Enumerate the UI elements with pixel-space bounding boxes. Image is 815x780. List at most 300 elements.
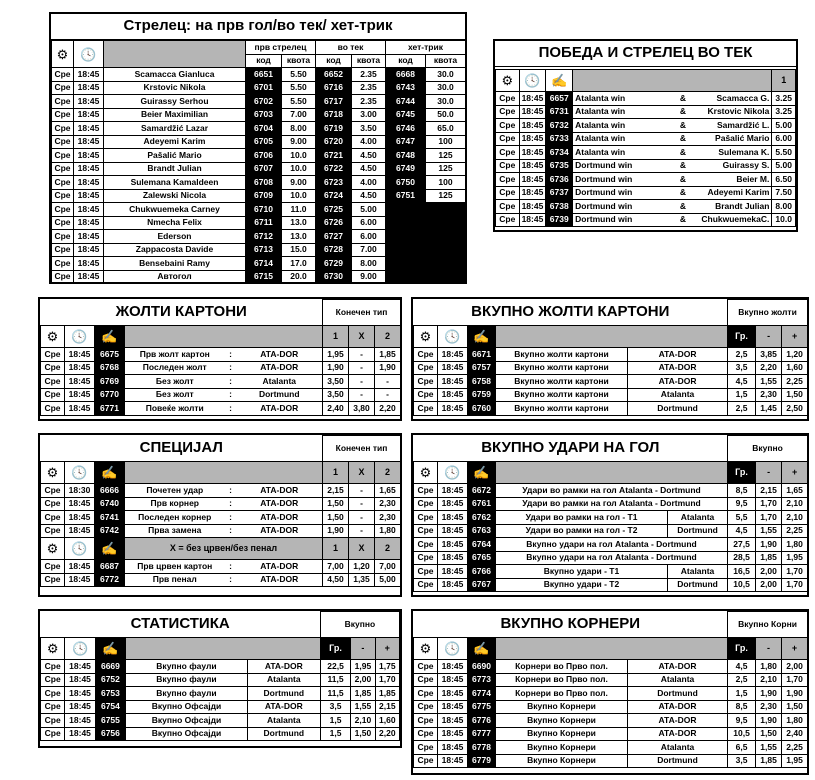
time-cell: 18:45 xyxy=(74,176,104,190)
table-row[interactable] xyxy=(414,700,808,714)
table-row[interactable] xyxy=(496,186,796,200)
team-cell: Atalanta xyxy=(247,714,320,728)
table-row[interactable] xyxy=(414,687,808,701)
code-cell: 6761 xyxy=(468,497,496,511)
team-cell: Atalanta win xyxy=(573,92,669,106)
market-label: Вкупно жолти картони xyxy=(496,375,628,389)
time-cell: 18:45 xyxy=(438,348,468,362)
special-header-blank xyxy=(125,462,323,484)
day-cell: Сре xyxy=(496,213,520,227)
odds-under: 1,55 xyxy=(756,524,782,538)
clock-icon: 🕓 xyxy=(74,41,104,68)
clock-icon: 🕓 xyxy=(65,538,95,560)
team-cell: Dortmund xyxy=(247,687,320,701)
corners-col-plus: + xyxy=(782,638,808,660)
table-row[interactable] xyxy=(496,200,796,214)
code-cell: 6742 xyxy=(95,524,125,538)
table-row[interactable] xyxy=(496,132,796,146)
team-cell: Dortmund xyxy=(628,754,728,768)
team-cell: Atalanta win xyxy=(573,119,669,133)
col-code: код xyxy=(316,54,352,68)
code-cell: 6746 xyxy=(386,122,426,136)
team-cell: Atalanta xyxy=(628,741,728,755)
table-row[interactable] xyxy=(52,257,466,271)
odds-2: - xyxy=(375,388,401,402)
team-cell: Atalanta xyxy=(628,673,728,687)
table-row[interactable] xyxy=(41,673,400,687)
time-cell: 18:45 xyxy=(65,673,95,687)
team-cell: ATA-DOR xyxy=(628,375,728,389)
time-cell: 18:45 xyxy=(65,388,95,402)
table-row[interactable] xyxy=(496,213,796,227)
table-row[interactable] xyxy=(41,511,401,525)
table-row[interactable] xyxy=(52,95,466,109)
odds-under: 1,50 xyxy=(756,727,782,741)
code-cell: 6741 xyxy=(95,511,125,525)
odds-over: 2,20 xyxy=(375,727,399,741)
totalyellow-col-minus: - xyxy=(756,326,782,348)
table-row[interactable] xyxy=(414,660,808,674)
odds-1: 1,50 xyxy=(323,497,349,511)
table-row[interactable] xyxy=(414,673,808,687)
code-cell xyxy=(386,243,426,257)
table-row[interactable] xyxy=(496,173,796,187)
day-cell: Сре xyxy=(414,484,438,498)
odds-2: 7,00 xyxy=(375,560,401,574)
odds-cell xyxy=(426,257,466,271)
odds-over: 1,80 xyxy=(782,714,808,728)
market-label: Вкупно жолти картони xyxy=(496,361,628,375)
colon-sep: : xyxy=(225,348,237,362)
odds-cell xyxy=(426,270,466,284)
team-cell: Dortmund win xyxy=(573,186,669,200)
colon-sep: : xyxy=(225,388,237,402)
colon-sep: : xyxy=(225,497,237,511)
line-cell: 9,5 xyxy=(728,497,756,511)
table-row[interactable] xyxy=(52,149,466,163)
odds-under: 1,55 xyxy=(756,375,782,389)
gear-icon: ⚙ xyxy=(414,638,438,660)
time-cell: 18:45 xyxy=(65,560,95,574)
odds-under: 1,85 xyxy=(756,551,782,565)
team-cell: Dortmund win xyxy=(573,200,669,214)
odds-cell: 30.0 xyxy=(426,68,466,82)
team-cell: Atalanta xyxy=(668,565,728,579)
market-label: Удари во рамки на гол - Т1 xyxy=(496,511,668,525)
odds-cell: 8.00 xyxy=(772,200,796,214)
stats-side-caption: Вкупно xyxy=(320,612,399,638)
table-row[interactable] xyxy=(52,68,466,82)
winscorer-title: ПОБЕДА И СТРЕЛЕЦ ВО ТЕК xyxy=(495,41,796,67)
code-cell: 6731 xyxy=(546,105,573,119)
table-row[interactable] xyxy=(41,524,401,538)
table-row[interactable] xyxy=(41,361,401,375)
player-cell: Sulemana K. xyxy=(697,146,772,160)
day-cell: Сре xyxy=(496,159,520,173)
table-row[interactable] xyxy=(52,81,466,95)
odds-cell: 50.0 xyxy=(426,108,466,122)
odds-cell: 2.35 xyxy=(352,95,386,109)
table-row[interactable] xyxy=(414,714,808,728)
colon-sep: : xyxy=(225,375,237,389)
line-cell: 1,5 xyxy=(728,687,756,701)
market-label: Без жолт xyxy=(125,388,225,402)
day-cell: Сре xyxy=(496,105,520,119)
day-cell: Сре xyxy=(414,348,438,362)
table-row[interactable] xyxy=(414,565,808,579)
time-cell: 18:45 xyxy=(74,95,104,109)
table-row[interactable] xyxy=(52,203,466,217)
yellow-col-2: 2 xyxy=(375,326,401,348)
code-cell: 6762 xyxy=(468,511,496,525)
clock-icon: 🕓 xyxy=(65,638,95,660)
code-cell xyxy=(386,270,426,284)
time-cell: 18:45 xyxy=(74,149,104,163)
table-row[interactable] xyxy=(52,162,466,176)
code-cell: 6767 xyxy=(468,578,496,592)
table-row[interactable] xyxy=(414,388,808,402)
odds-under: 2,10 xyxy=(351,714,375,728)
code-cell: 6775 xyxy=(468,700,496,714)
time-cell: 18:45 xyxy=(74,270,104,284)
table-row[interactable] xyxy=(52,230,466,244)
table-row[interactable] xyxy=(41,687,400,701)
odds-over: 1,60 xyxy=(782,361,808,375)
ampersand: & xyxy=(669,173,697,187)
odds-over: 1,95 xyxy=(782,754,808,768)
stats-header-blank xyxy=(126,638,321,660)
colon-sep: : xyxy=(225,524,237,538)
table-row[interactable] xyxy=(52,189,466,203)
odds-over: 2,50 xyxy=(782,402,808,416)
group-first: прв стрелец xyxy=(246,41,316,55)
day-cell: Сре xyxy=(41,687,65,701)
code-cell: 6672 xyxy=(468,484,496,498)
table-row[interactable] xyxy=(414,741,808,755)
code-cell: 6671 xyxy=(468,348,496,362)
code-cell: 6773 xyxy=(468,673,496,687)
player-name: Chukwuemeka Carney xyxy=(104,203,246,217)
market-label: Без жолт xyxy=(125,375,225,389)
no-bet-hand-icon: ✍ xyxy=(95,326,125,348)
line-cell: 4,5 xyxy=(728,375,756,389)
time-cell: 18:45 xyxy=(65,700,95,714)
code-cell: 6712 xyxy=(246,230,282,244)
totalyellow-panel xyxy=(411,297,809,421)
table-row[interactable] xyxy=(41,727,400,741)
code-cell: 6666 xyxy=(95,484,125,498)
odds-cell: 2.35 xyxy=(352,68,386,82)
odds-cell: 9.00 xyxy=(282,176,316,190)
odds-cell: 15.0 xyxy=(282,243,316,257)
odds-cell: 6.00 xyxy=(352,216,386,230)
no-bet-hand-icon: ✍ xyxy=(468,638,496,660)
player-name: Pašalić Mario xyxy=(104,149,246,163)
code-cell: 6744 xyxy=(386,95,426,109)
team-cell: ATA-DOR xyxy=(237,497,323,511)
table-row[interactable] xyxy=(496,105,796,119)
time-cell: 18:45 xyxy=(438,551,468,565)
odds-cell: 4.50 xyxy=(352,149,386,163)
market-label: Вкупно Корнери xyxy=(496,700,628,714)
code-cell xyxy=(386,216,426,230)
odds-under: 2,15 xyxy=(756,484,782,498)
day-cell: Сре xyxy=(52,108,74,122)
code-cell: 6753 xyxy=(95,687,125,701)
yellow-col-x: X xyxy=(349,326,375,348)
stats-col-line: Гр. xyxy=(320,638,350,660)
code-cell: 6668 xyxy=(386,68,426,82)
day-cell: Сре xyxy=(414,754,438,768)
odds-1: 1,90 xyxy=(323,524,349,538)
table-row[interactable] xyxy=(41,714,400,728)
team-cell: ATA-DOR xyxy=(628,348,728,362)
table-row[interactable] xyxy=(41,348,401,362)
odds-under: 2,30 xyxy=(756,700,782,714)
table-row[interactable] xyxy=(414,754,808,768)
line-cell: 10,5 xyxy=(728,578,756,592)
table-row[interactable] xyxy=(414,484,808,498)
table-row[interactable] xyxy=(414,551,808,565)
code-cell: 6720 xyxy=(316,135,352,149)
team-cell: ATA-DOR xyxy=(628,714,728,728)
market-label: Вкупно Корнери xyxy=(496,727,628,741)
code-cell: 6727 xyxy=(316,230,352,244)
table-row[interactable] xyxy=(41,388,401,402)
odds-cell: 100 xyxy=(426,176,466,190)
time-cell: 18:45 xyxy=(65,511,95,525)
table-row[interactable] xyxy=(414,538,808,552)
winscorer-panel xyxy=(493,39,798,232)
code-cell: 6711 xyxy=(246,216,282,230)
team-cell: Dortmund xyxy=(628,687,728,701)
time-cell: 18:45 xyxy=(438,660,468,674)
odds-cell: 17.0 xyxy=(282,257,316,271)
code-cell: 6760 xyxy=(468,402,496,416)
shots-panel xyxy=(411,433,809,597)
code-cell: 6754 xyxy=(95,700,125,714)
odds-over: 1,90 xyxy=(782,687,808,701)
time-cell: 18:45 xyxy=(519,132,546,146)
table-row[interactable] xyxy=(41,375,401,389)
player-cell: Guirassy S. xyxy=(697,159,772,173)
time-cell: 18:45 xyxy=(65,573,95,587)
line-cell: 6,5 xyxy=(728,741,756,755)
totalyellow-table xyxy=(413,299,808,416)
table-row[interactable] xyxy=(52,135,466,149)
group-during: во тек xyxy=(316,41,386,55)
table-row[interactable] xyxy=(496,159,796,173)
odds-cell: 5.00 xyxy=(772,119,796,133)
odds-over: 1,80 xyxy=(782,538,808,552)
team-cell: ATA-DOR xyxy=(237,402,323,416)
stats-col-minus: - xyxy=(351,638,375,660)
odds-under: 1,70 xyxy=(756,511,782,525)
table-row[interactable] xyxy=(414,375,808,389)
odds-under: 1,55 xyxy=(756,741,782,755)
code-cell: 6747 xyxy=(386,135,426,149)
time-cell: 18:45 xyxy=(438,714,468,728)
odds-cell: 30.0 xyxy=(426,81,466,95)
market-label: Прв црвен картон xyxy=(125,560,225,574)
ampersand: & xyxy=(669,200,697,214)
day-cell: Сре xyxy=(52,270,74,284)
table-row[interactable] xyxy=(496,92,796,106)
code-cell: 6758 xyxy=(468,375,496,389)
team-cell: ATA-DOR xyxy=(237,524,323,538)
special-col-2: 2 xyxy=(375,462,401,484)
odds-cell: 9.00 xyxy=(282,135,316,149)
no-bet-hand-icon: ✍ xyxy=(95,462,125,484)
odds-cell: 9.00 xyxy=(352,270,386,284)
odds-under: 2,00 xyxy=(756,578,782,592)
yellow-side-caption: Конечен тип xyxy=(323,300,401,326)
table-row[interactable] xyxy=(41,402,401,416)
table-row[interactable] xyxy=(52,270,466,284)
table-row[interactable] xyxy=(414,402,808,416)
day-cell: Сре xyxy=(41,700,65,714)
corners-header-blank xyxy=(496,638,728,660)
odds-2: 2,30 xyxy=(375,497,401,511)
odds-2: 2,30 xyxy=(375,511,401,525)
day-cell: Сре xyxy=(52,230,74,244)
time-cell: 18:45 xyxy=(519,173,546,187)
no-bet-hand-icon: ✍ xyxy=(468,462,496,484)
odds-cell: 3.50 xyxy=(352,122,386,136)
odds-cell: 5.00 xyxy=(352,203,386,217)
team-cell: Dortmund win xyxy=(573,213,669,227)
table-row[interactable] xyxy=(41,560,401,574)
special-table xyxy=(40,435,401,587)
code-cell: 6740 xyxy=(95,497,125,511)
code-cell: 6755 xyxy=(95,714,125,728)
winscorer-header-blank xyxy=(573,70,772,92)
special-title: СПЕЦИЈАЛ xyxy=(41,436,323,462)
table-row[interactable] xyxy=(414,524,808,538)
team-cell: Dortmund xyxy=(668,524,728,538)
day-cell: Сре xyxy=(52,162,74,176)
day-cell: Сре xyxy=(496,173,520,187)
odds-1: 1,50 xyxy=(323,511,349,525)
odds-cell: 10.0 xyxy=(282,189,316,203)
day-cell: Сре xyxy=(496,200,520,214)
table-row[interactable] xyxy=(414,361,808,375)
odds-under: 1,90 xyxy=(756,538,782,552)
time-cell: 18:45 xyxy=(74,81,104,95)
market-label: Вкупно Офсајди xyxy=(126,700,248,714)
player-name: Beier Maximilian xyxy=(104,108,246,122)
table-row[interactable] xyxy=(41,700,400,714)
ampersand: & xyxy=(669,105,697,119)
odds-cell: 5.50 xyxy=(282,81,316,95)
time-cell: 18:45 xyxy=(438,388,468,402)
stats-table xyxy=(40,611,400,741)
code-cell: 6748 xyxy=(386,149,426,163)
table-row[interactable] xyxy=(52,216,466,230)
table-row[interactable] xyxy=(496,119,796,133)
team-cell: Atalanta win xyxy=(573,132,669,146)
team-cell: Atalanta xyxy=(237,375,323,389)
table-row[interactable] xyxy=(52,243,466,257)
market-label: Прв пенал xyxy=(125,573,225,587)
player-name: Nmecha Felix xyxy=(104,216,246,230)
clock-icon: 🕓 xyxy=(438,462,468,484)
no-bet-hand-icon: ✍ xyxy=(95,638,125,660)
ampersand: & xyxy=(669,146,697,160)
table-row[interactable] xyxy=(41,660,400,674)
table-row[interactable] xyxy=(414,727,808,741)
table-row[interactable] xyxy=(41,497,401,511)
odds-cell: 7.00 xyxy=(282,108,316,122)
odds-cell: 4.00 xyxy=(352,176,386,190)
day-cell: Сре xyxy=(52,68,74,82)
market-label: Последен жолт xyxy=(125,361,225,375)
time-cell: 18:45 xyxy=(438,687,468,701)
day-cell: Сре xyxy=(414,727,438,741)
code-cell: 6751 xyxy=(386,189,426,203)
odds-over: 2,15 xyxy=(375,700,399,714)
yellow-table xyxy=(40,299,401,416)
line-cell: 10,5 xyxy=(728,727,756,741)
table-row[interactable] xyxy=(52,122,466,136)
day-cell: Сре xyxy=(414,660,438,674)
time-cell: 18:45 xyxy=(438,673,468,687)
code-cell: 6752 xyxy=(95,673,125,687)
market-label: Удари во рамки на гол - Т2 xyxy=(496,524,668,538)
clock-icon: 🕓 xyxy=(65,326,95,348)
code-cell: 6772 xyxy=(95,573,125,587)
shots-title: ВКУПНО УДАРИ НА ГОЛ xyxy=(414,436,728,462)
code-cell: 6718 xyxy=(316,108,352,122)
code-cell: 6725 xyxy=(316,203,352,217)
odds-under: 1,70 xyxy=(756,497,782,511)
time-cell: 18:45 xyxy=(65,375,95,389)
yellow-title: ЖОЛТИ КАРТОНИ xyxy=(41,300,323,326)
odds-2: 2,20 xyxy=(375,402,401,416)
line-cell: 4,5 xyxy=(728,660,756,674)
player-cell: ChukwuemekaC. xyxy=(697,213,772,227)
team-cell: Atalanta win xyxy=(573,105,669,119)
market-label: Повеќе жолти xyxy=(125,402,225,416)
time-cell: 18:45 xyxy=(519,146,546,160)
table-row[interactable] xyxy=(52,176,466,190)
player-name: Автогол xyxy=(104,270,246,284)
table-row[interactable] xyxy=(414,348,808,362)
table-row[interactable] xyxy=(41,573,401,587)
table-row[interactable] xyxy=(414,497,808,511)
scorers-table xyxy=(51,40,466,284)
code-cell: 6732 xyxy=(546,119,573,133)
odds-under: 1,55 xyxy=(351,700,375,714)
table-row[interactable] xyxy=(52,108,466,122)
time-cell: 18:45 xyxy=(438,578,468,592)
day-cell: Сре xyxy=(496,146,520,160)
market-label: Вкупно жолти картони xyxy=(496,348,628,362)
odds-cell xyxy=(426,216,466,230)
player-cell: Beier M. xyxy=(697,173,772,187)
odds-under: 1,90 xyxy=(756,714,782,728)
time-cell: 18:45 xyxy=(438,727,468,741)
table-row[interactable] xyxy=(41,484,401,498)
code-cell: 6723 xyxy=(316,176,352,190)
odds-cell xyxy=(426,230,466,244)
team-cell: Dortmund xyxy=(237,388,323,402)
table-row[interactable] xyxy=(496,146,796,160)
table-row[interactable] xyxy=(414,578,808,592)
table-row[interactable] xyxy=(414,511,808,525)
col-odds: квота xyxy=(352,54,386,68)
time-cell: 18:45 xyxy=(519,159,546,173)
